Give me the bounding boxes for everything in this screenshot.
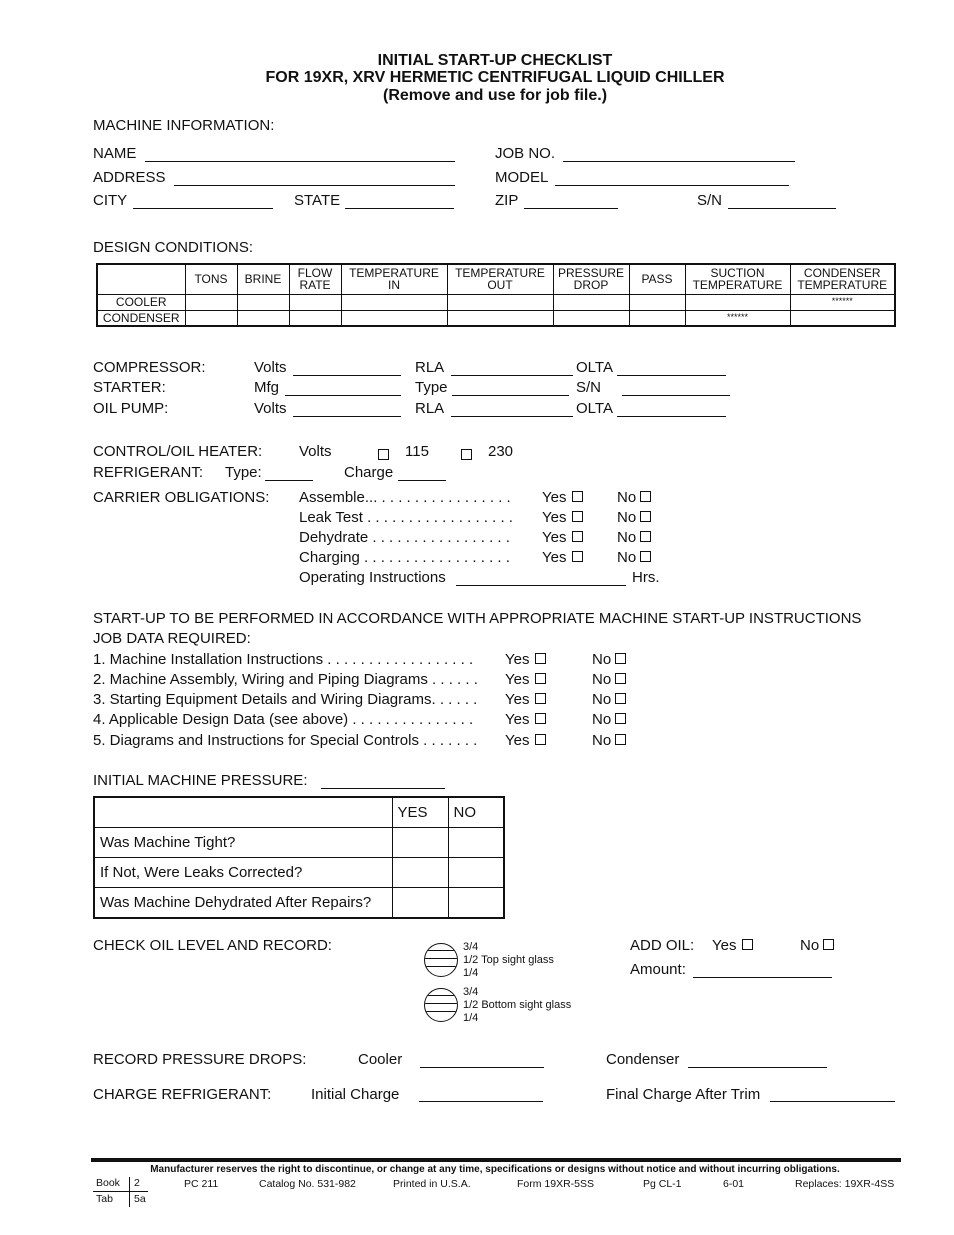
opt-230: 230	[488, 443, 514, 460]
add-oil-label: ADD OIL:	[630, 937, 695, 954]
col-tons: TONS	[185, 264, 237, 294]
oil-pump-olta-label: OLTA	[576, 400, 613, 417]
refrigerant-type-field[interactable]	[265, 480, 313, 481]
opt-115: 115	[405, 443, 429, 460]
checkbox[interactable]	[615, 713, 626, 724]
carrier-yes[interactable]	[542, 549, 583, 566]
refrigerant-type-label: Type:	[225, 464, 262, 481]
answer-cell[interactable]	[448, 858, 504, 888]
yes-label: Yes	[712, 937, 737, 954]
condenser-field[interactable]	[688, 1067, 827, 1068]
carrier-no[interactable]	[617, 529, 651, 546]
footer-divider	[129, 1177, 130, 1207]
compressor-rla-field[interactable]	[451, 375, 573, 376]
drops-heading: RECORD PRESSURE DROPS:	[93, 1051, 307, 1068]
checkbox[interactable]	[640, 491, 651, 502]
oil-pump-rla-field[interactable]	[451, 416, 573, 417]
starter-mfg-label: Mfg	[254, 379, 280, 396]
checkbox-230[interactable]	[455, 447, 472, 465]
job-yes[interactable]	[505, 671, 546, 688]
refrigerant-label: REFRIGERANT:	[93, 464, 204, 481]
job-data-item: 4. Applicable Design Data (see above) . . . . . . . . . . . . . . .	[93, 711, 474, 728]
yes-label: Yes	[542, 529, 567, 546]
footer-notice: Manufacturer reserves the right to discontinue, or change at any time, specifications or designs without notice and without incurring obligations.	[150, 1164, 840, 1175]
yes-label: Yes	[542, 489, 567, 506]
oil-pump-olta-field[interactable]	[617, 416, 726, 417]
initial-charge-field[interactable]	[419, 1101, 543, 1102]
checkbox[interactable]	[572, 551, 583, 562]
name-label: NAME	[93, 145, 137, 162]
checkbox[interactable]	[742, 939, 753, 950]
amount-label: Amount:	[630, 961, 686, 978]
cell[interactable]	[629, 294, 685, 310]
cell[interactable]	[341, 294, 447, 310]
corner-cell	[94, 797, 392, 828]
cell[interactable]	[553, 294, 629, 310]
compressor-volts-label: Volts	[254, 359, 287, 376]
yes-label: Yes	[542, 549, 567, 566]
cooler-label: Cooler	[358, 1051, 403, 1068]
refrigerant-charge-label: Charge	[344, 464, 394, 481]
address-label: ADDRESS	[93, 169, 166, 186]
col-suction-temp-l1: SUCTION	[710, 266, 765, 281]
oil-pump-label: OIL PUMP:	[93, 400, 169, 417]
yes-label: Yes	[542, 509, 567, 526]
starter-type-field[interactable]	[452, 395, 569, 396]
oil-pump-rla-label: RLA	[415, 400, 445, 417]
state-field[interactable]	[345, 208, 454, 209]
no-label: No	[617, 509, 637, 526]
cell[interactable]	[790, 310, 895, 326]
no-label: No	[592, 691, 612, 708]
checkbox[interactable]	[615, 734, 626, 745]
cell[interactable]	[341, 310, 447, 326]
sn-field[interactable]	[728, 208, 836, 209]
carrier-yes[interactable]	[542, 529, 583, 546]
footer-page: Pg CL-1	[643, 1178, 682, 1190]
no-label: No	[617, 489, 637, 506]
bottom-glass-label: 1/4	[463, 1012, 479, 1024]
footer-catalog: Catalog No. 531-982	[259, 1178, 356, 1190]
footer-replaces: Replaces: 19XR-4SS	[795, 1178, 895, 1190]
col-no: NO	[448, 797, 504, 828]
job-data-label: JOB DATA REQUIRED:	[93, 630, 251, 647]
address-field[interactable]	[174, 185, 455, 186]
col-flow-rate	[289, 264, 341, 294]
checkbox[interactable]	[572, 511, 583, 522]
job-yes[interactable]	[505, 651, 546, 668]
job-no-label: JOB NO.	[495, 145, 556, 162]
checkbox[interactable]	[572, 531, 583, 542]
checkbox[interactable]	[640, 531, 651, 542]
operating-hours-field[interactable]	[456, 585, 626, 586]
bottom-glass-label: 1/2 Bottom sight glass	[463, 999, 572, 1011]
top-glass-label: 3/4	[463, 941, 479, 953]
col-temp-in	[341, 264, 447, 294]
name-field[interactable]	[145, 161, 455, 162]
job-no-field[interactable]	[563, 161, 795, 162]
no-label: No	[592, 671, 612, 688]
carrier-no[interactable]	[617, 509, 651, 526]
operating-label: Operating Instructions	[299, 569, 446, 586]
startup-heading: START-UP TO BE PERFORMED IN ACCORDANCE WITH APPROPRIATE MACHINE START-UP INSTRUCTIONS	[93, 610, 862, 627]
cell[interactable]	[447, 310, 553, 326]
state-label: STATE	[294, 192, 341, 209]
pressure-question: If Not, Were Leaks Corrected?	[94, 858, 392, 888]
checkbox[interactable]	[823, 939, 834, 950]
carrier-no[interactable]	[617, 489, 651, 506]
checkbox[interactable]	[535, 673, 546, 684]
add-oil-no[interactable]	[800, 937, 834, 954]
col-temp-in-l1: TEMPERATURE	[349, 266, 439, 281]
row-condenser: CONDENSER	[97, 310, 185, 326]
checkbox[interactable]	[640, 551, 651, 562]
yes-label: Yes	[505, 691, 530, 708]
col-condenser-temp-l2: TEMPERATURE	[797, 278, 888, 293]
cell[interactable]	[185, 294, 237, 310]
col-condenser-temp	[790, 264, 895, 294]
col-pressure-drop-l1: PRESSURE	[557, 266, 625, 281]
checkbox[interactable]	[535, 734, 546, 745]
checkbox[interactable]	[535, 713, 546, 724]
col-pressure-drop-l2: DROP	[573, 278, 609, 293]
checkbox[interactable]	[535, 693, 546, 704]
no-label: No	[592, 711, 612, 728]
answer-cell[interactable]	[448, 828, 504, 858]
compressor-rla-label: RLA	[415, 359, 445, 376]
answer-cell[interactable]	[392, 888, 448, 919]
cell[interactable]	[629, 310, 685, 326]
job-yes[interactable]	[505, 691, 546, 708]
charge-heading: CHARGE REFRIGERANT:	[93, 1086, 272, 1103]
compressor-olta-field[interactable]	[617, 375, 726, 376]
job-data-item: 3. Starting Equipment Details and Wiring Diagrams. . . . . .	[93, 691, 478, 708]
col-pressure-drop	[553, 264, 629, 294]
zip-field[interactable]	[524, 208, 618, 209]
city-label: CITY	[93, 192, 128, 209]
carrier-item: Charging . . . . . . . . . . . . . . . . . .	[299, 549, 510, 566]
carrier-yes[interactable]	[542, 489, 583, 506]
col-temp-out	[447, 264, 553, 294]
title-line1: INITIAL START-UP CHECKLIST	[377, 52, 613, 69]
cell[interactable]	[289, 294, 341, 310]
cell[interactable]	[685, 294, 790, 310]
carrier-item: Dehydrate . . . . . . . . . . . . . . . . .	[299, 529, 510, 546]
bottom-sight-glass-icon	[424, 988, 458, 1022]
job-data-item: 5. Diagrams and Instructions for Special Controls . . . . . . .	[93, 732, 478, 749]
model-label: MODEL	[495, 169, 549, 186]
job-no[interactable]	[592, 691, 626, 708]
starter-sn-field[interactable]	[622, 395, 730, 396]
title-line3: (Remove and use for job file.)	[382, 87, 608, 104]
compressor-label: COMPRESSOR:	[93, 359, 206, 376]
yes-label: Yes	[505, 711, 530, 728]
row-cooler: COOLER	[97, 294, 185, 310]
pressure-question: Was Machine Dehydrated After Repairs?	[94, 888, 392, 919]
col-pass: PASS	[629, 264, 685, 294]
cell[interactable]	[185, 310, 237, 326]
carrier-no[interactable]	[617, 549, 651, 566]
cell[interactable]	[237, 294, 289, 310]
answer-cell[interactable]	[392, 858, 448, 888]
checkbox[interactable]	[572, 491, 583, 502]
sn-label: S/N	[697, 192, 723, 209]
title-line2: FOR 19XR, XRV HERMETIC CENTRIFUGAL LIQUID CHILLER	[265, 69, 725, 86]
final-charge-label: Final Charge After Trim	[606, 1086, 761, 1103]
pressure-heading: INITIAL MACHINE PRESSURE:	[93, 772, 308, 789]
amount-field[interactable]	[693, 977, 832, 978]
starter-type-label: Type	[415, 379, 448, 396]
footer-book: Book	[96, 1177, 120, 1189]
heater-volts-label: Volts	[299, 443, 332, 460]
job-no[interactable]	[592, 711, 626, 728]
pressure-field[interactable]	[321, 788, 445, 789]
no-label: No	[592, 732, 612, 749]
bottom-glass-label: 3/4	[463, 986, 479, 998]
cell[interactable]	[553, 310, 629, 326]
cell[interactable]	[237, 310, 289, 326]
top-glass-label: 1/2 Top sight glass	[463, 954, 554, 966]
col-temp-in-l2: IN	[388, 278, 400, 293]
city-field[interactable]	[133, 208, 273, 209]
top-glass-label: 1/4	[463, 967, 479, 979]
pressure-question: Was Machine Tight?	[94, 828, 392, 858]
hrs-label: Hrs.	[632, 569, 660, 586]
carrier-label: CARRIER OBLIGATIONS:	[93, 489, 270, 506]
checkbox[interactable]	[615, 673, 626, 684]
footer-date: 6-01	[723, 1178, 745, 1190]
corner-cell	[97, 264, 185, 294]
heater-label: CONTROL/OIL HEATER:	[93, 443, 263, 460]
footer-printed: Printed in U.S.A.	[393, 1178, 471, 1190]
starter-mfg-field[interactable]	[285, 395, 401, 396]
cooler-field[interactable]	[420, 1067, 544, 1068]
job-data-item: 1. Machine Installation Instructions . . . . . . . . . . . . . . . . . .	[93, 651, 474, 668]
design-heading: DESIGN CONDITIONS:	[93, 239, 254, 256]
col-flow-rate-l1: FLOW	[297, 266, 333, 281]
pressure-table	[93, 796, 505, 919]
cell[interactable]	[289, 310, 341, 326]
checkbox[interactable]	[615, 653, 626, 664]
col-yes: YES	[392, 797, 448, 828]
carrier-yes[interactable]	[542, 509, 583, 526]
answer-cell[interactable]	[448, 888, 504, 919]
zip-label: ZIP	[495, 192, 519, 209]
no-label: No	[617, 529, 637, 546]
checkbox[interactable]	[640, 511, 651, 522]
carrier-item: Leak Test . . . . . . . . . . . . . . . . . .	[299, 509, 513, 526]
model-field[interactable]	[555, 185, 789, 186]
job-data-item: 2. Machine Assembly, Wiring and Piping Diagrams . . . . . .	[93, 671, 478, 688]
yes-label: Yes	[505, 732, 530, 749]
footer-pc: PC 211	[184, 1178, 219, 1190]
oil-pump-volts-field[interactable]	[293, 416, 401, 417]
na-mark: ******	[790, 294, 895, 310]
add-oil-yes[interactable]	[712, 937, 753, 954]
job-no[interactable]	[592, 651, 626, 668]
footer-tab-no: 5a	[134, 1193, 146, 1205]
initial-charge-label: Initial Charge	[311, 1086, 400, 1103]
job-no[interactable]	[592, 732, 626, 749]
job-no[interactable]	[592, 671, 626, 688]
carrier-item: Assemble... . . . . . . . . . . . . . . . .	[299, 489, 511, 506]
na-mark: ******	[685, 310, 790, 326]
col-flow-rate-l2: RATE	[299, 278, 331, 293]
oil-pump-volts-label: Volts	[254, 400, 287, 417]
no-label: No	[592, 651, 612, 668]
starter-label: STARTER:	[93, 379, 166, 396]
footer-form: Form 19XR-5SS	[517, 1178, 595, 1190]
footer-rule	[91, 1158, 901, 1162]
checkbox[interactable]	[615, 693, 626, 704]
col-temp-out-l2: OUT	[487, 278, 513, 293]
col-brine: BRINE	[237, 264, 289, 294]
top-sight-glass-icon	[424, 943, 458, 977]
checkbox-115[interactable]	[372, 447, 389, 465]
col-suction-temp	[685, 264, 790, 294]
oil-heading: CHECK OIL LEVEL AND RECORD:	[93, 937, 332, 954]
col-suction-temp-l2: TEMPERATURE	[692, 278, 783, 293]
yes-label: Yes	[505, 651, 530, 668]
design-conditions-table	[96, 263, 896, 327]
job-yes[interactable]	[505, 732, 546, 749]
starter-sn-label: S/N	[576, 379, 602, 396]
footer-divider	[93, 1191, 148, 1192]
machine-info-heading: MACHINE INFORMATION:	[93, 117, 275, 134]
refrigerant-charge-field[interactable]	[398, 480, 446, 481]
compressor-volts-field[interactable]	[293, 375, 401, 376]
final-charge-field[interactable]	[770, 1101, 895, 1102]
col-condenser-temp-l1: CONDENSER	[803, 266, 881, 281]
answer-cell[interactable]	[392, 828, 448, 858]
compressor-olta-label: OLTA	[576, 359, 613, 376]
condenser-label: Condenser	[606, 1051, 680, 1068]
no-label: No	[800, 937, 820, 954]
col-temp-out-l1: TEMPERATURE	[455, 266, 545, 281]
yes-label: Yes	[505, 671, 530, 688]
no-label: No	[617, 549, 637, 566]
footer-tab: Tab	[96, 1193, 113, 1205]
checkbox[interactable]	[535, 653, 546, 664]
footer-book-no: 2	[134, 1177, 140, 1189]
job-yes[interactable]	[505, 711, 546, 728]
cell[interactable]	[447, 294, 553, 310]
